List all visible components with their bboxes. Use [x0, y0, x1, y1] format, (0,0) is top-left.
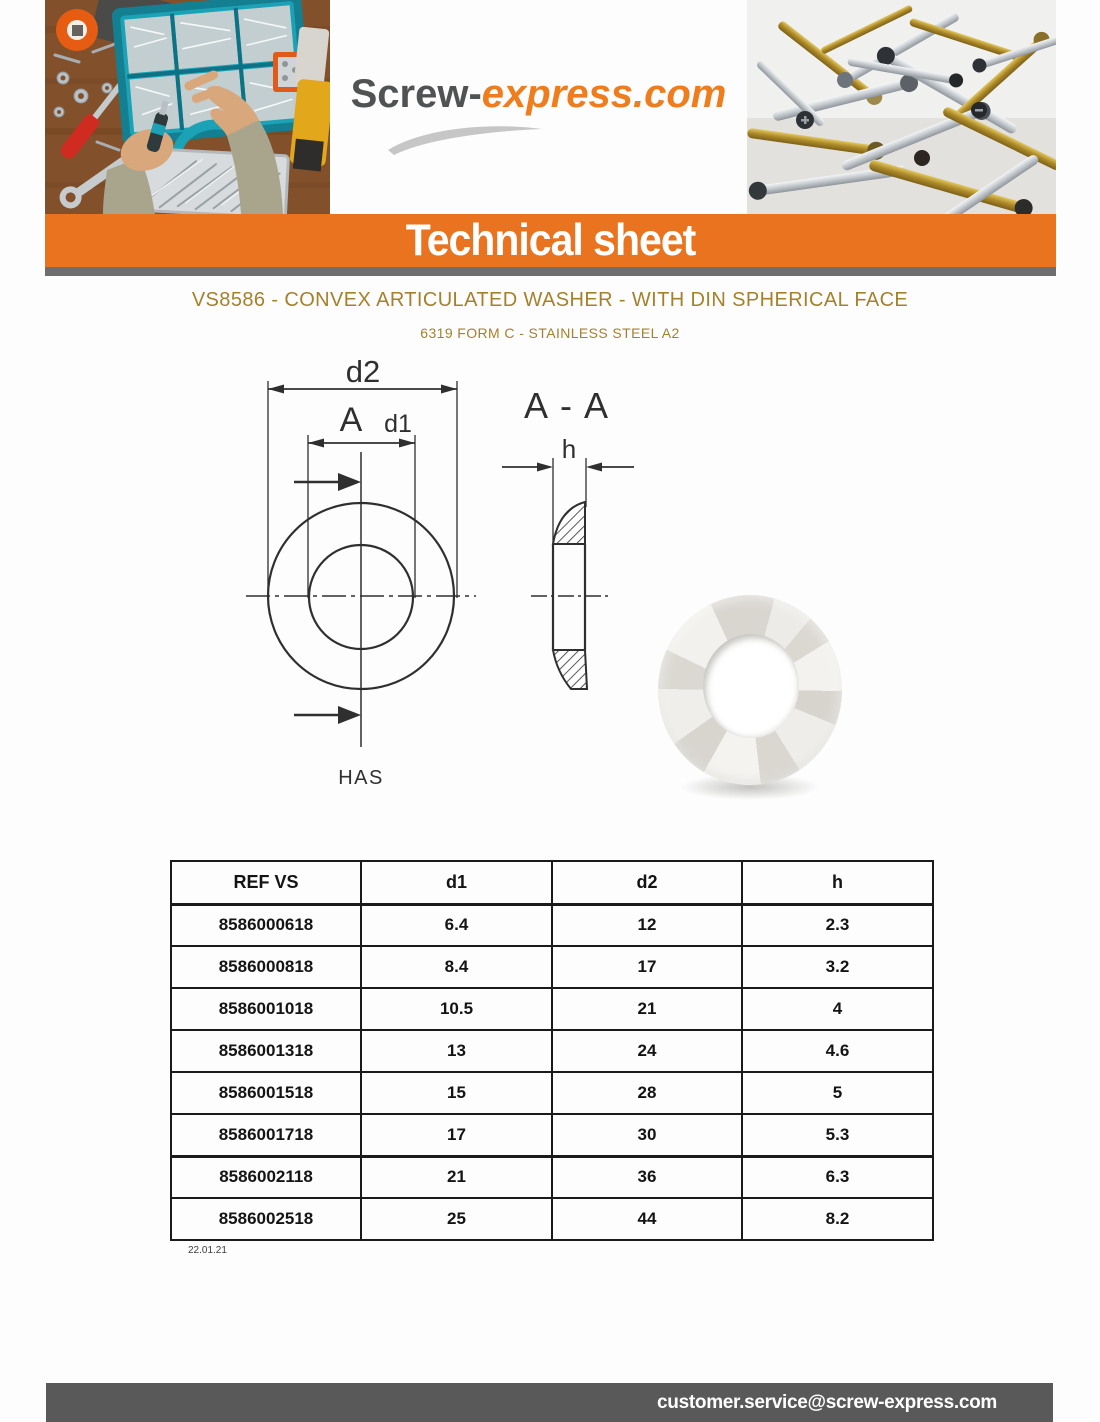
cell-h: 4.6: [742, 1030, 933, 1072]
technical-sheet-banner: [45, 214, 1056, 267]
spec-table: [170, 860, 934, 1241]
cell-d1: 17: [361, 1114, 552, 1156]
cell-d2: 24: [552, 1030, 742, 1072]
logo[interactable]: [330, 0, 747, 214]
cell-h: 8.2: [742, 1198, 933, 1240]
technical-drawing: [230, 355, 660, 800]
cell-d1: 25: [361, 1198, 552, 1240]
left-header-photo: [45, 0, 330, 214]
banner-divider: [45, 267, 1056, 276]
has-label: HAS: [338, 767, 384, 789]
cell-h: 5.3: [742, 1114, 933, 1156]
col-header-d1: d1: [361, 861, 552, 904]
cell-ref: 8586001718: [171, 1114, 361, 1156]
logo-part2: express.com: [481, 72, 727, 116]
right-header-photo: [747, 0, 1056, 214]
washer-product-photo: [656, 592, 846, 814]
cell-ref: 8586001018: [171, 988, 361, 1030]
table-row: [171, 1072, 933, 1114]
revision-date: 22.01.21: [188, 1245, 227, 1256]
cell-d2: 44: [552, 1198, 742, 1240]
dim-h-label: h: [561, 434, 577, 464]
cell-ref: 8586001318: [171, 1030, 361, 1072]
banner-title: Technical sheet: [405, 215, 696, 265]
cell-ref: 8586000618: [171, 904, 361, 946]
cell-d1: 8.4: [361, 946, 552, 988]
footer-bar: [46, 1383, 1053, 1422]
washer-hole: [703, 634, 799, 738]
product-title: VS8586 - CONVEX ARTICULATED WASHER - WITH DIN SPHERICAL FACE: [191, 289, 909, 311]
cell-ref: 8586001518: [171, 1072, 361, 1114]
cell-d1: 13: [361, 1030, 552, 1072]
table-row: [171, 946, 933, 988]
cell-d2: 17: [552, 946, 742, 988]
cell-ref: 8586002118: [171, 1156, 361, 1198]
section-view-title: A - A: [523, 385, 611, 426]
table-row: [171, 1114, 933, 1156]
col-header-ref: REF VS: [171, 861, 361, 904]
cell-h: 5: [742, 1072, 933, 1114]
cell-d2: 21: [552, 988, 742, 1030]
section-arrow-label: A: [339, 401, 363, 439]
product-subtitle: 6319 FORM C - STAINLESS STEEL A2: [420, 325, 680, 341]
cell-ref: 8586000818: [171, 946, 361, 988]
table-row: [171, 904, 933, 946]
table-row: [171, 1156, 933, 1198]
cell-d1: 10.5: [361, 988, 552, 1030]
dim-d2-label: d2: [345, 355, 381, 389]
cell-d1: 6.4: [361, 904, 552, 946]
logo-swoosh: [386, 120, 546, 158]
footer-email[interactable]: customer.service@screw-express.com: [657, 1391, 997, 1413]
logo-text: [330, 72, 747, 117]
pile-of-screws-illustration: [747, 0, 1056, 214]
table-row: [171, 988, 933, 1030]
cell-ref: 8586002518: [171, 1198, 361, 1240]
col-header-h: h: [742, 861, 933, 904]
table-row: [171, 1198, 933, 1240]
table-row: [171, 1030, 933, 1072]
dim-d1-label: d1: [384, 410, 412, 438]
cell-d1: 21: [361, 1156, 552, 1198]
cell-h: 6.3: [742, 1156, 933, 1198]
cell-d2: 28: [552, 1072, 742, 1114]
cell-d2: 30: [552, 1114, 742, 1156]
cell-h: 2.3: [742, 904, 933, 946]
logo-part1: Screw-: [350, 72, 482, 116]
col-header-d2: d2: [552, 861, 742, 904]
cell-d2: 36: [552, 1156, 742, 1198]
cell-d1: 15: [361, 1072, 552, 1114]
hands-sorting-screws-illustration: [45, 0, 330, 214]
cell-h: 3.2: [742, 946, 933, 988]
cell-d2: 12: [552, 904, 742, 946]
table-header-row: [171, 861, 933, 904]
cell-h: 4: [742, 988, 933, 1030]
